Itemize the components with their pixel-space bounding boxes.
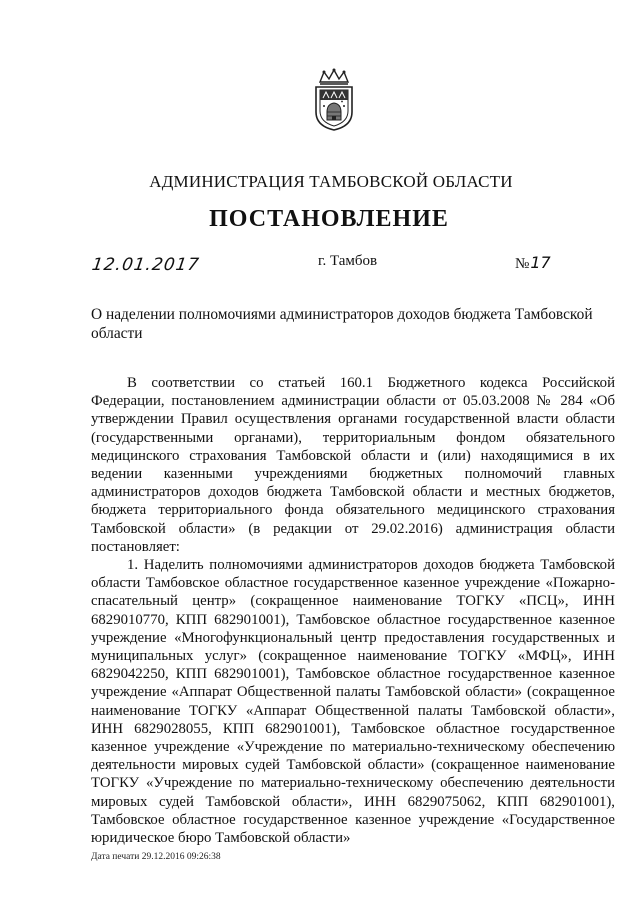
number-sign: № xyxy=(515,256,530,272)
document-body xyxy=(91,374,615,847)
tambov-coat-of-arms-icon xyxy=(312,68,356,132)
document-city: г. Тамбов xyxy=(318,253,378,269)
document-subject: О наделении полномочиями администраторов доходов бюджета Тамбовской области xyxy=(91,306,593,342)
clause-1-paragraph: 1. Наделить полномочиями администраторов доходов бюджета Тамбовской области Тамбовское областное государственное казенное учреждение «Пожарно-спасательный центр» (сокращенное наименование ТОГКУ «ПСЦ», ИНН 6829010770, КПП 682901001), Тамбовское областное государственное казенное учреждение «Многофункциональный центр предоставления государственных и муниципальных услуг» (сокращенное наименование ТОГКУ «МФЦ», ИНН 6829042250, КПП 682901001), Тамбовское областное государственное казенное учреждение «Аппарат Общественной палаты Тамбовской области» (сокращенное наименование ТОГКУ «Аппарат Общественной палаты Тамбовской области», ИНН 6829028055, КПП 682901001), Тамбовское областное государственное казенное учреждение «Учреждение по материально-техническому обеспечению деятельности мировых судей Тамбовской области» (сокращенное наименование ТОГКУ «Учреждение по материально-техническому обеспечению деятельности мировых судей Тамбовской области», ИНН 6829075062, КПП 682901001), Тамбовское областное государственное казенное учреждение «Государственное юридическое бюро Тамбовской области» xyxy=(91,557,615,847)
document-type-title: ПОСТАНОВЛЕНИЕ xyxy=(209,206,449,232)
document-date: 12.01.2017 xyxy=(90,255,201,275)
number-value: 17 xyxy=(530,253,551,272)
preamble-paragraph: В соответствии со статьей 160.1 Бюджетного кодекса Российской Федерации, постановлением администрации области от 05.03.2008 № 284 «Об утверждении Правил осуществления органами государственной власти области (государственными органами), территориальным фондом обязательного медицинского страхования Тамбовской области и (или) находящимися в их ведении казенными учреждениями бюджетных полномочий главных администраторов доходов бюджета Тамбовской области и местных бюджетов, бюджета территориального фонда обязательного медицинского страхования Тамбовской области» (в редакции от 29.02.2016) администрация области постановляет: xyxy=(91,375,615,555)
agency-name: АДМИНИСТРАЦИЯ ТАМБОВСКОЙ ОБЛАСТИ xyxy=(149,172,513,191)
print-date-footer: Дата печати 29.12.2016 09:26:38 xyxy=(91,852,221,862)
document-number xyxy=(515,253,551,273)
